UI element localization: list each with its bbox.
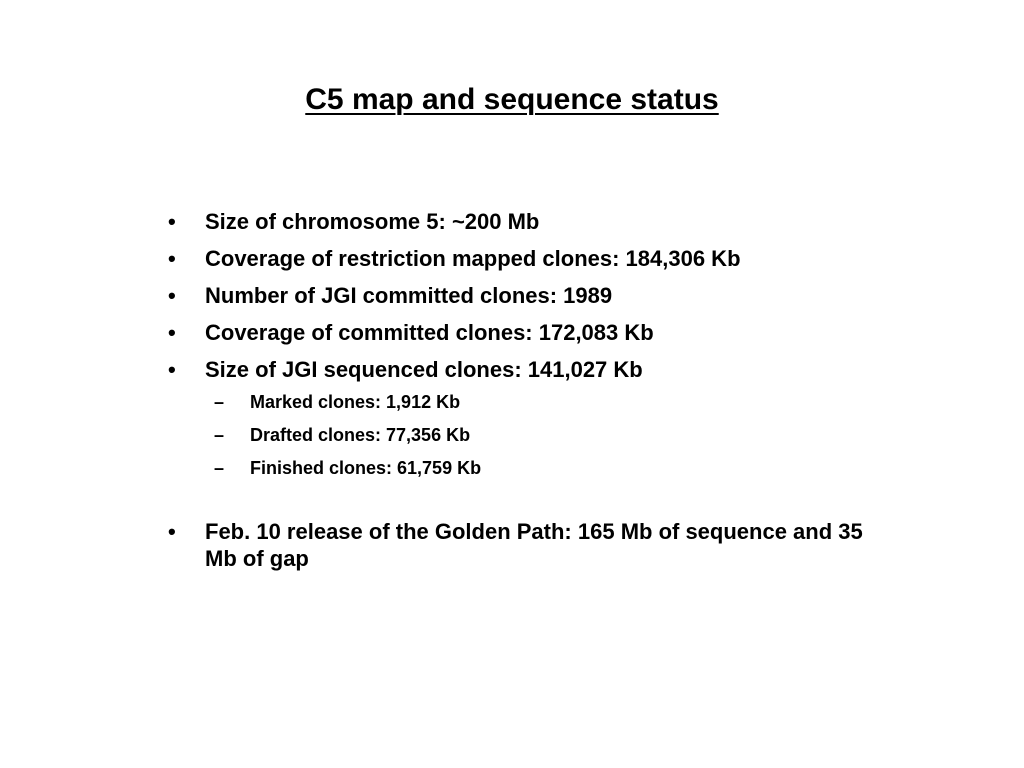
sub-bullet-text: Finished clones: 61,759 Kb [250, 458, 482, 478]
bullet-text: Number of JGI committed clones: 1989 [205, 283, 613, 308]
bullet-text: Size of chromosome 5: ~200 Mb [205, 209, 540, 234]
sub-bullet-list [205, 390, 888, 480]
bullet-text: Coverage of restriction mapped clones: 184,306 Kb [205, 246, 741, 271]
bullet-marker: • [168, 357, 176, 382]
bullet-list [168, 208, 888, 582]
sub-bullet-item [205, 390, 888, 414]
sub-bullet-item [205, 423, 888, 447]
bullet-text: Size of JGI sequenced clones: 141,027 Kb [205, 357, 643, 382]
bullet-marker: • [168, 519, 176, 544]
bullet-marker: • [168, 209, 176, 234]
bullet-item [168, 208, 888, 235]
sub-bullet-text: Marked clones: 1,912 Kb [250, 392, 461, 412]
sub-bullet-marker: – [214, 425, 225, 445]
sub-bullet-marker: – [214, 458, 225, 478]
sub-bullet-text: Drafted clones: 77,356 Kb [250, 425, 471, 445]
slide-title: C5 map and sequence status [305, 83, 719, 116]
bullet-item [168, 356, 888, 480]
bullet-marker: • [168, 246, 176, 271]
sub-bullet-item [205, 456, 888, 480]
bullet-marker: • [168, 283, 176, 308]
sub-bullet-marker: – [214, 392, 225, 412]
bullet-item [168, 518, 888, 572]
bullet-marker: • [168, 320, 176, 345]
bullet-item [168, 245, 888, 272]
bullet-item [168, 282, 888, 309]
bullet-text: Feb. 10 release of the Golden Path: 165 Mb of sequence and 35 Mb of gap [205, 519, 863, 571]
bullet-item [168, 319, 888, 346]
bullet-text: Coverage of committed clones: 172,083 Kb [205, 320, 654, 345]
